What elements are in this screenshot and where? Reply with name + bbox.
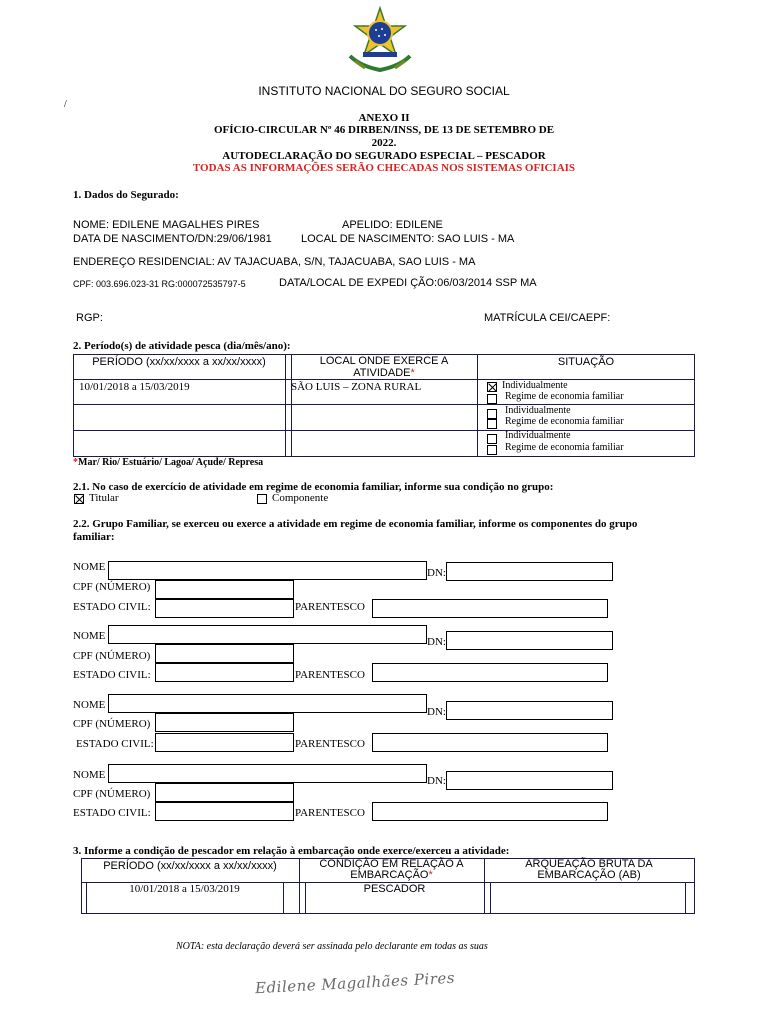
col-situacao-header: SITUAÇÃO [557, 356, 615, 368]
row3-regime-label: Regime de economia familiar [505, 442, 624, 453]
row1-periodo: 10/01/2018 a 15/03/2019 [79, 381, 190, 393]
member1-dn-label: DN: [427, 567, 446, 579]
vessel-col-periodo: PERÍODO (xx/xx/xxxx a xx/xx/xxxx) [103, 860, 277, 872]
member2-dn-label: DN: [427, 636, 446, 648]
oficio-line-2: 2022. [371, 137, 397, 149]
row3-individual-label: Individualmente [505, 430, 571, 441]
member2-dn-input[interactable] [446, 631, 613, 650]
vessel-table [81, 858, 695, 914]
row1-local: SÃO LUIS – ZONA RURAL [291, 381, 422, 393]
member1-nome-input[interactable] [108, 561, 427, 580]
row3-regime-checkbox[interactable] [487, 445, 497, 455]
row2-individual-label: Individualmente [505, 405, 571, 416]
vessel-row-periodo: 10/01/2018 a 15/03/2019 [129, 883, 240, 895]
member4-cpf-label: CPF (NÚMERO) [73, 788, 151, 800]
member2-estado-label: ESTADO CIVIL: [73, 669, 151, 681]
col-local-header: LOCAL ONDE EXERCE A ATIVIDADE* [319, 355, 449, 379]
member3-dn-input[interactable] [446, 701, 613, 720]
member1-dn-input[interactable] [446, 562, 613, 581]
endereco-field: ENDEREÇO RESIDENCIAL: AV TAJACUABA, S/N, TAJACUABA, SAO LUIS - MA [73, 256, 476, 268]
member2-parentesco-label: PARENTESCO [295, 669, 365, 681]
section21-title: 2.1. No caso de exercício de atividade em regime de economia familiar, informe sua condição no grupo: [73, 481, 554, 493]
member1-parentesco-input[interactable] [372, 599, 608, 618]
warning-text: TODAS AS INFORMAÇÕES SERÃO CHECADAS NOS SISTEMAS OFICIAIS [192, 162, 576, 174]
water-body-footnote: *Mar/ Rio/ Estuário/ Lagoa/ Açude/ Represa [73, 457, 264, 468]
member4-dn-label: DN: [427, 775, 446, 787]
member2-cpf-input[interactable] [155, 644, 294, 663]
cpf-rg-field: CPF: 003.696.023-31 RG:000072535797-5 [73, 279, 246, 289]
member3-nome-label: NOME [73, 699, 106, 711]
row1-regime-label: Regime de economia familiar [505, 391, 624, 402]
member3-cpf-label: CPF (NÚMERO) [73, 718, 151, 730]
row2-regime-label: Regime de economia familiar [505, 416, 624, 427]
member1-estado-label: ESTADO CIVIL: [73, 601, 151, 613]
member2-nome-label: NOME [73, 630, 106, 642]
member2-cpf-label: CPF (NÚMERO) [73, 650, 151, 662]
note-text: NOTA: esta declaração deverá ser assinada pelo declarante em todas as suas [176, 941, 488, 952]
apelido-field: APELIDO: EDILENE [342, 219, 443, 231]
vessel-col-condicao: CONDIÇÃO EM RELAÇÃO A EMBARCAÇÃO* [319, 858, 464, 881]
col-periodo-header: PERÍODO (xx/xx/xxxx a xx/xx/xxxx) [92, 356, 266, 368]
row2-individual-checkbox[interactable] [487, 409, 497, 419]
member4-parentesco-label: PARENTESCO [295, 807, 365, 819]
titular-label: Titular [89, 492, 119, 504]
autodeclaracao-title: AUTODECLARAÇÃO DO SEGURADO ESPECIAL – PESCADOR [222, 150, 546, 162]
member4-nome-label: NOME [73, 769, 106, 781]
member2-estado-input[interactable] [155, 663, 294, 682]
vessel-col-arqueacao: ARQUEAÇÃO BRUTA DA EMBARCAÇÃO (AB) [525, 858, 653, 881]
member4-estado-input[interactable] [155, 802, 294, 821]
member2-nome-input[interactable] [108, 625, 427, 644]
member3-nome-input[interactable] [108, 694, 427, 713]
titular-checkbox[interactable] [74, 494, 84, 504]
institute-name: INSTITUTO NACIONAL DO SEGURO SOCIAL [258, 84, 510, 98]
expedicao-field: DATA/LOCAL DE EXPEDI ÇÃO:06/03/2014 SSP MA [279, 277, 537, 289]
componente-label: Componente [272, 492, 329, 504]
row1-individual-checkbox[interactable] [487, 382, 497, 392]
member2-parentesco-input[interactable] [372, 663, 608, 682]
brazil-coat-of-arms-icon [345, 6, 415, 76]
member4-estado-label: ESTADO CIVIL: [73, 807, 151, 819]
member3-dn-label: DN: [427, 706, 446, 718]
row1-regime-checkbox[interactable] [487, 394, 497, 404]
member1-cpf-input[interactable] [155, 580, 294, 599]
row1-individual-label: Individualmente [502, 380, 568, 391]
section22-title-line2: familiar: [73, 531, 115, 543]
member3-estado-label: ESTADO CIVIL: [76, 738, 154, 750]
matricula-field: MATRÍCULA CEI/CAEPF: [484, 312, 611, 324]
stray-mark: / [64, 99, 67, 110]
oficio-line-1: OFÍCIO-CIRCULAR Nº 46 DIRBEN/INSS, DE 13 DE SETEMBRO DE [213, 124, 555, 136]
member4-cpf-input[interactable] [155, 783, 294, 802]
nascimento-field: DATA DE NASCIMENTO/DN:29/06/1981 [73, 233, 272, 245]
section3-title: 3. Informe a condição de pescador em relação à embarcação onde exerce/exerceu a atividade: [73, 845, 510, 857]
section1-title: 1. Dados do Segurado: [73, 189, 179, 201]
vessel-row-condicao: PESCADOR [363, 883, 426, 895]
member1-cpf-label: CPF (NÚMERO) [73, 581, 151, 593]
member4-dn-input[interactable] [446, 771, 613, 790]
row2-regime-checkbox[interactable] [487, 419, 497, 429]
section22-title-line1: 2.2. Grupo Familiar, se exerceu ou exerce a atividade em regime de economia familiar, informe os componentes do grupo [73, 518, 638, 530]
section2-title: 2. Período(s) de atividade pesca (dia/mês/ano): [73, 340, 291, 352]
member1-parentesco-label: PARENTESCO [295, 601, 365, 613]
rgp-field: RGP: [76, 312, 103, 324]
activity-period-table [73, 354, 695, 457]
member4-parentesco-input[interactable] [372, 802, 608, 821]
member3-cpf-input[interactable] [155, 713, 294, 732]
nome-field: NOME: EDILENE MAGALHES PIRES [73, 219, 260, 231]
member3-parentesco-label: PARENTESCO [295, 738, 365, 750]
componente-checkbox[interactable] [257, 494, 267, 504]
member3-parentesco-input[interactable] [372, 733, 608, 752]
member1-nome-label: NOME [73, 561, 106, 573]
member4-nome-input[interactable] [108, 764, 427, 783]
handwritten-signature: Edilene Magalhães Pires [254, 968, 456, 998]
member3-estado-input[interactable] [155, 733, 294, 752]
row3-individual-checkbox[interactable] [487, 434, 497, 444]
local-nascimento-field: LOCAL DE NASCIMENTO: SAO LUIS - MA [301, 233, 515, 245]
member1-estado-input[interactable] [155, 599, 294, 618]
annex-title: ANEXO II [358, 112, 410, 124]
